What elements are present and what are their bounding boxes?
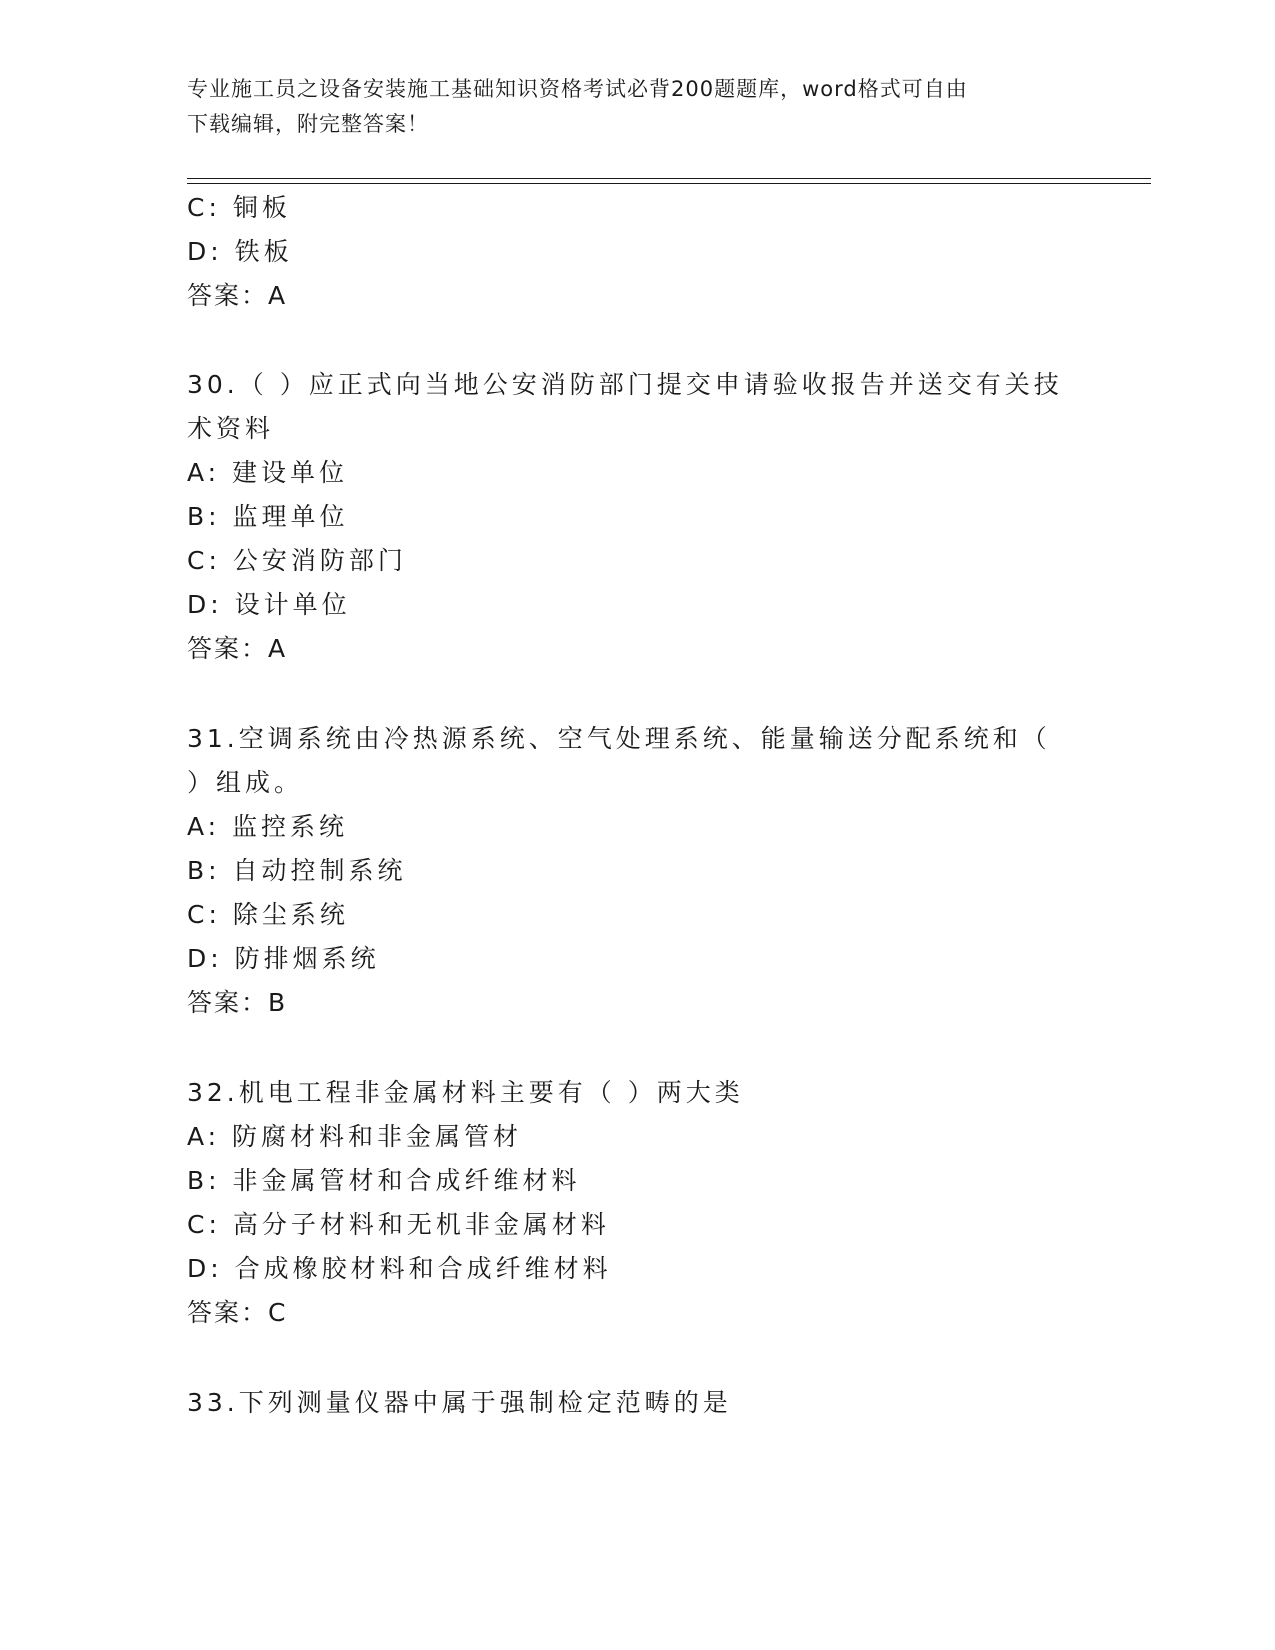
answer-line: 答案：A [187, 281, 288, 310]
option-c: C: 高分子材料和无机非金属材料 [187, 1210, 610, 1239]
option-d: D: 设计单位 [187, 590, 351, 619]
option-d: D: 合成橡胶材料和合成纤维材料 [187, 1254, 612, 1283]
question-stem: 30.（ ）应正式向当地公安消防部门提交申请验收报告并送交有关技 [187, 370, 1063, 399]
question-stem: 33.下列测量仪器中属于强制检定范畴的是 [187, 1388, 732, 1417]
option-c: C: 除尘系统 [187, 900, 349, 929]
header-rule-top [187, 178, 1151, 179]
option-a: A: 防腐材料和非金属管材 [187, 1122, 523, 1151]
option-b: B: 自动控制系统 [187, 856, 407, 885]
question-stem: 32.机电工程非金属材料主要有（ ）两大类 [187, 1078, 744, 1107]
option-b: B: 非金属管材和合成纤维材料 [187, 1166, 581, 1195]
header-line-2: 下载编辑，附完整答案！ [187, 112, 429, 136]
option-b: B: 监理单位 [187, 502, 349, 531]
header-line-1: 专业施工员之设备安装施工基础知识资格考试必背200题题库，word格式可自由 [187, 77, 968, 101]
question-stem-continued: 术资料 [187, 414, 275, 443]
answer-line: 答案：B [187, 988, 288, 1017]
option-a: A: 建设单位 [187, 458, 349, 487]
header-rule-bottom [187, 183, 1151, 184]
option-d: D: 铁板 [187, 237, 293, 266]
document-header [187, 72, 1087, 142]
answer-line: 答案：A [187, 634, 288, 663]
option-d: D: 防排烟系统 [187, 944, 380, 973]
question-stem: 31.空调系统由冷热源系统、空气处理系统、能量输送分配系统和（ [187, 724, 1051, 753]
option-a: A: 监控系统 [187, 812, 349, 841]
option-c: C: 公安消防部门 [187, 546, 407, 575]
answer-line: 答案：C [187, 1298, 288, 1327]
question-stem-continued: ）组成。 [187, 768, 304, 797]
option-c: C: 铜板 [187, 193, 291, 222]
